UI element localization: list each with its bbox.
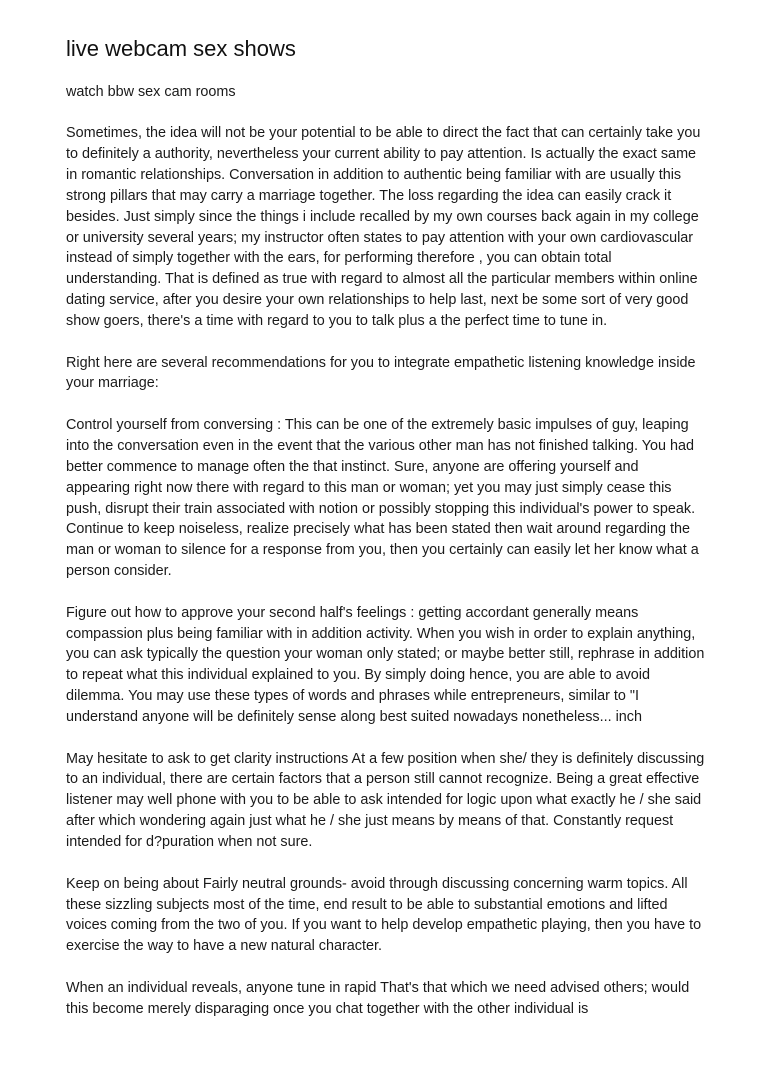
paragraph: Keep on being about Fairly neutral grounds- avoid through discussing concerning warm topics. All these sizzling subjects most of the time, end result to be able to substantial emotions and lifted voices coming from the two of you. If you want to help develop empathetic playing, then you have to exercise the way to have a new natural character.	[66, 875, 702, 955]
paragraph: Control yourself from conversing : This can be one of the extremely basic impulses of guy, leaping into the conversation even in the event that the various other man has not finished talking. You had better commence to manage often the that instinct. Sure, anyone are offering yourself and appearing right now there with regard to this man or woman; yet you may just simply cease this push, disrupt their train associated with notion or possibly stopping this individual's power to speak. Continue to keep noiseless, realize precisely what has been stated then wait around regarding the man or woman to silence for a response from you, then you certainly can easily let her know what a person consider.	[66, 416, 699, 580]
document-page	[66, 35, 706, 1040]
paragraph: May hesitate to ask to get clarity instructions At a few position when she/ they is definitely discussing to an individual, there are certain factors that a person still cannot recognize. Being a great effective listener may well phone with you to be able to ask intended for logic upon what exactly he / she said after which wondering again just what he / she just means by means of that. Constantly request intended for d?puration when not sure.	[66, 750, 705, 851]
paragraph: Sometimes, the idea will not be your potential to be able to direct the fact that can certainly take you to definitely a authority, nevertheless your current ability to pay attention. Is actually the exact same in romantic relationships. Conversation in addition to authentic being familiar with are usually this strong pillars that may carry a marriage together. The loss regarding the idea can easily crack it besides. Just simply since the things i include recalled by my own courses back again in my college or university several years; my instructor often states to pay attention with your own cardiovascular instead of simply together with the ears, for performing therefore , you can obtain total understanding. That is defined as true with regard to almost all the particular members within online dating service, after you desire your own relationships to help last, next be some sort of very good show goers, there's a time with regard to you to talk plus a the perfect time to tune in.	[66, 125, 701, 330]
paragraph: Figure out how to approve your second half's feelings : getting accordant generally means compassion plus being familiar with in addition activity. When you wish in order to explain anything, you can ask typically the question your woman only stated; or maybe better still, rephrase in addition to repeat what this individual explained to you. By simply doing hence, you are able to avoid dilemma. You may use these types of words and phrases while entrepreneurs, similar to "I understand anyone will be definitely sense along best suited nowadays nonetheless... inch	[66, 604, 705, 726]
document-subtitle: watch bbw sex cam rooms	[66, 84, 236, 100]
paragraph: When an individual reveals, anyone tune in rapid That's that which we need advised others; would this become merely disparaging once you chat together with the other individual is	[66, 979, 690, 1017]
paragraph: Right here are several recommendations for you to integrate empathetic listening knowledge inside your marriage:	[66, 354, 696, 392]
document-title: live webcam sex shows	[66, 36, 296, 61]
